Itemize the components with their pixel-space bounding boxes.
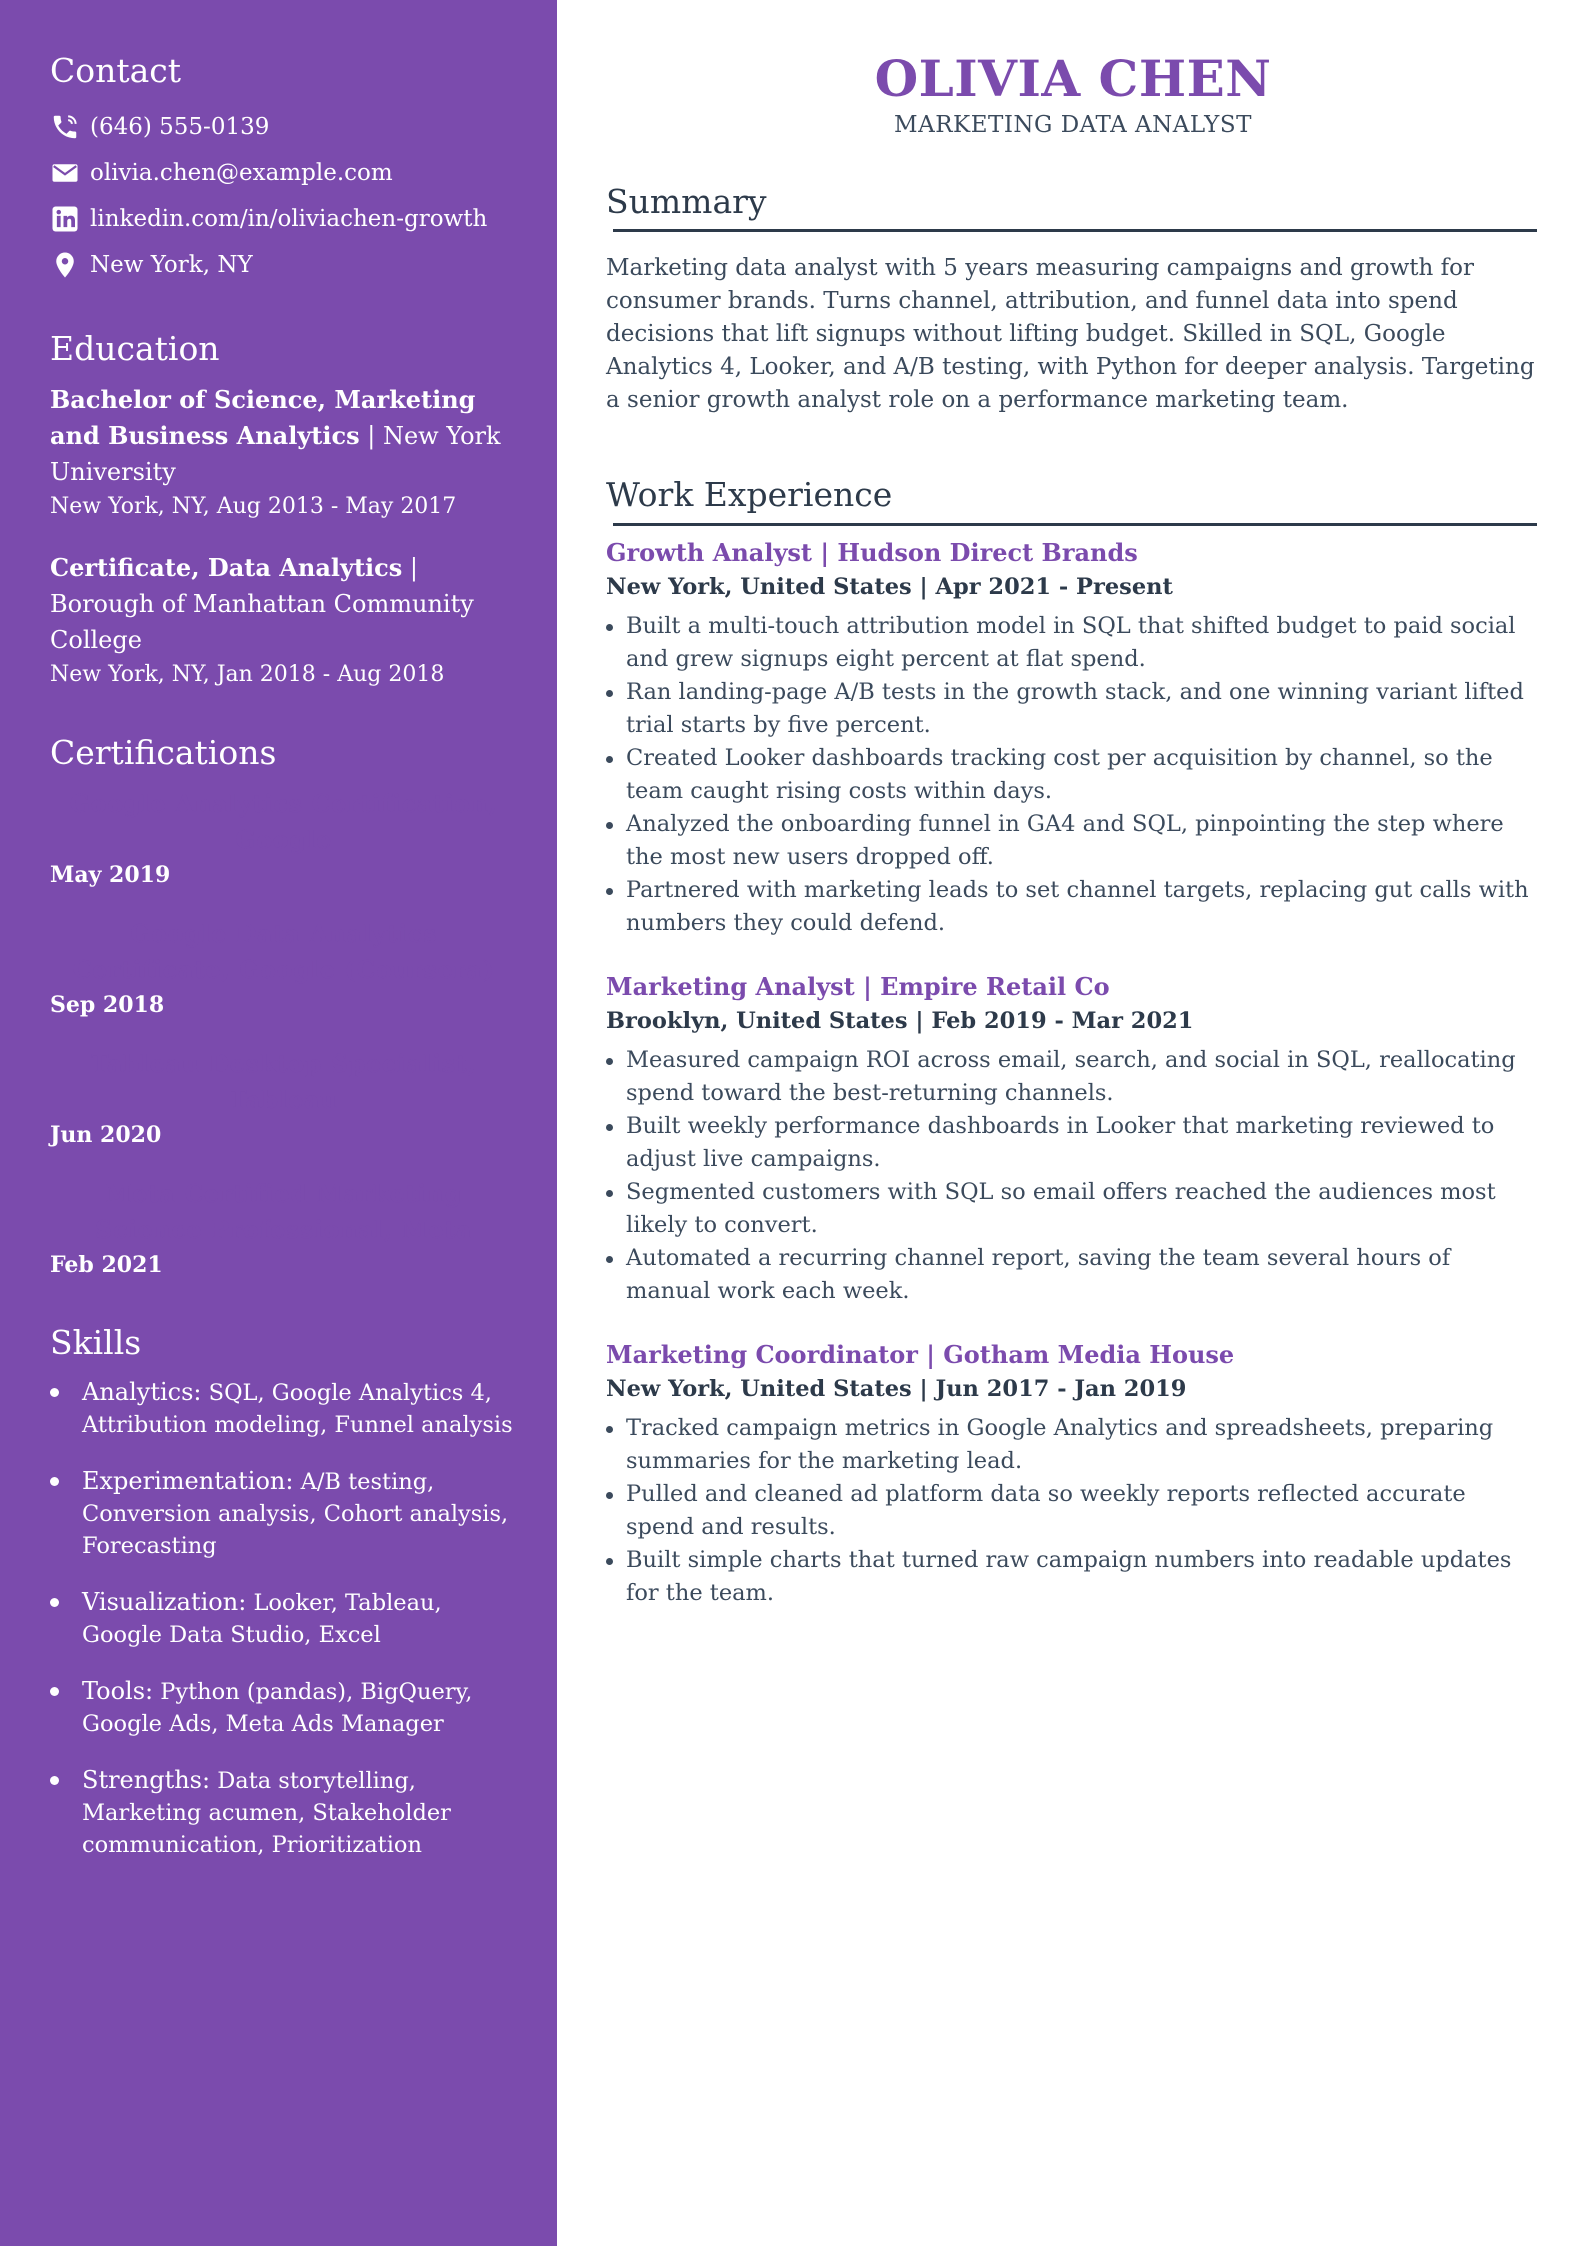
education-section	[50, 330, 517, 692]
experience-section	[606, 475, 1540, 1610]
section-divider	[613, 523, 1537, 526]
contact-section	[50, 52, 517, 288]
mail-icon	[50, 158, 80, 188]
education-item	[50, 550, 517, 692]
certification-date: Sep 2018	[50, 991, 165, 1018]
job-bullets	[606, 1044, 1540, 1308]
certification-date: Feb 2021	[50, 1251, 163, 1278]
skill-list: Data storytelling, Marketing acumen, Stakeholder communication, Prioritization	[82, 1767, 451, 1858]
skill-category: Visualization:	[82, 1587, 247, 1616]
skills-heading: Skills	[50, 1322, 142, 1362]
skill-list: A/B testing, Conversion analysis, Cohort analysis, Forecasting	[82, 1468, 509, 1559]
job-bullets	[606, 610, 1540, 940]
job-bullet: Built weekly performance dashboards in Looker that marketing reviewed to adjust live campaigns.	[606, 1110, 1540, 1176]
skill-category: Strengths:	[82, 1765, 211, 1794]
candidate-name: OLIVIA CHEN	[874, 49, 1272, 108]
skill-item	[50, 1675, 517, 1740]
education-heading: Education	[50, 328, 220, 368]
certification-date: May 2019	[50, 861, 171, 888]
skills-list	[50, 1376, 517, 1861]
linkedin-text[interactable]: linkedin.com/in/oliviachen-growth	[90, 205, 488, 232]
skill-category: Analytics:	[82, 1377, 202, 1406]
skill-category: Tools:	[82, 1676, 154, 1705]
location-text: New York, NY	[90, 251, 253, 278]
education-degree: Certificate, Data Analytics	[50, 552, 403, 582]
job-bullet: Built a multi-touch attribution model in SQL that shifted budget to paid social and grew signups eight percent at flat spend.	[606, 610, 1540, 676]
summary-text: Marketing data analyst with 5 years measuring campaigns and growth for consumer brands. Turns channel, attribution, and funnel data into spend decisions that lift signups without lifting budget. Skilled in SQL, Google Analytics 4, Looker, and A/B testing, with Python for deeper analysis. Targeting a senior growth analyst role on a performance marketing team.	[606, 255, 1535, 414]
education-separator: |	[402, 553, 418, 582]
main-content	[557, 0, 1588, 2246]
job-role: Growth Analyst | Hudson Direct Brands	[606, 537, 1138, 567]
job-meta: New York, United States | Jun 2017 - Jan 2019	[606, 1375, 1187, 1402]
skill-list: Python (pandas), BigQuery, Google Ads, Meta Ads Manager	[82, 1678, 473, 1737]
skill-item	[50, 1376, 517, 1441]
skills-section	[50, 1324, 517, 1861]
skill-category: Experimentation:	[82, 1466, 294, 1495]
education-separator: |	[359, 421, 383, 450]
certification-item	[50, 916, 517, 1022]
education-meta: New York, NY, Jan 2018 - Aug 2018	[50, 661, 445, 687]
certification-name: Google Data Analytics Certificate, Google (Coursera)	[72, 918, 495, 984]
certification-item	[50, 1176, 517, 1282]
skill-item	[50, 1586, 517, 1651]
job-bullet: Measured campaign ROI across email, search, and social in SQL, reallocating spend toward the best-returning channels.	[606, 1044, 1540, 1110]
summary-section	[606, 182, 1540, 418]
education-item	[50, 382, 517, 524]
candidate-title: MARKETING DATA ANALYST	[894, 111, 1252, 138]
job-bullet: Ran landing-page A/B tests in the growth stack, and one winning variant lifted trial starts by five percent.	[606, 676, 1540, 742]
certifications-section	[50, 734, 517, 1282]
certification-item	[50, 786, 517, 892]
contact-heading: Contact	[50, 51, 182, 90]
education-degree: Bachelor of Science, Marketing and Business Analytics	[50, 384, 476, 450]
education-meta: New York, NY, Aug 2013 - May 2017	[50, 493, 457, 519]
location-pin-icon	[50, 250, 80, 280]
skill-item	[50, 1764, 517, 1861]
job-bullet: Tracked campaign metrics in Google Analytics and spreadsheets, preparing summaries for the marketing lead.	[606, 1412, 1540, 1478]
job-bullets	[606, 1412, 1540, 1610]
job-role: Marketing Coordinator | Gotham Media House	[606, 1339, 1235, 1369]
skill-list: SQL, Google Analytics 4, Attribution modeling, Funnel analysis	[82, 1379, 513, 1438]
job-entry	[606, 970, 1540, 1308]
job-entry	[606, 1338, 1540, 1610]
job-meta: Brooklyn, United States | Feb 2019 - Mar 2021	[606, 1007, 1194, 1034]
skill-list: Looker, Tableau, Google Data Studio, Excel	[82, 1589, 442, 1648]
skill-item	[50, 1465, 517, 1562]
phone-icon	[50, 112, 80, 142]
job-bullet: Automated a recurring channel report, saving the team several hours of manual work each week.	[606, 1242, 1540, 1308]
job-meta: New York, United States | Apr 2021 - Present	[606, 573, 1173, 600]
contact-linkedin	[50, 196, 517, 242]
job-bullet: Created Looker dashboards tracking cost per acquisition by channel, so the team caught rising costs within days.	[606, 742, 1540, 808]
job-bullet: Segmented customers with SQL so email offers reached the audiences most likely to convert.	[606, 1176, 1540, 1242]
linkedin-icon	[50, 204, 80, 234]
certification-item	[50, 1046, 517, 1152]
job-entry	[606, 536, 1540, 940]
education-school: New York University	[50, 421, 501, 486]
certification-date: Jun 2020	[50, 1121, 162, 1148]
summary-heading: Summary	[606, 181, 767, 221]
certifications-heading: Certifications	[50, 732, 277, 772]
job-bullet: Built simple charts that turned raw campaign numbers into readable updates for the team.	[606, 1544, 1540, 1610]
section-divider	[613, 229, 1537, 232]
contact-phone	[50, 104, 517, 150]
certification-name: Google Analytics Certification, Google	[69, 788, 498, 854]
email-text[interactable]: olivia.chen@example.com	[90, 159, 393, 186]
job-bullet: Pulled and cleaned ad platform data so weekly reports reflected accurate spend and results.	[606, 1478, 1540, 1544]
contact-location	[50, 242, 517, 288]
job-bullet: Analyzed the onboarding funnel in GA4 and SQL, pinpointing the step where the most new users dropped off.	[606, 808, 1540, 874]
experience-heading: Work Experience	[606, 475, 893, 515]
contact-email	[50, 150, 517, 196]
education-school: Borough of Manhattan Community College	[50, 589, 474, 654]
certification-name: Tableau Desktop Specialist, Tableau	[90, 1048, 477, 1114]
job-role: Marketing Analyst | Empire Retail Co	[606, 971, 1110, 1001]
sidebar	[0, 0, 557, 2246]
job-bullet: Partnered with marketing leads to set channel targets, replacing gut calls with numbers they could defend.	[606, 874, 1540, 940]
certification-name: Meta Certified Marketing Science Professional, Meta	[95, 1178, 472, 1244]
phone-text[interactable]: (646) 555-0139	[90, 113, 270, 140]
